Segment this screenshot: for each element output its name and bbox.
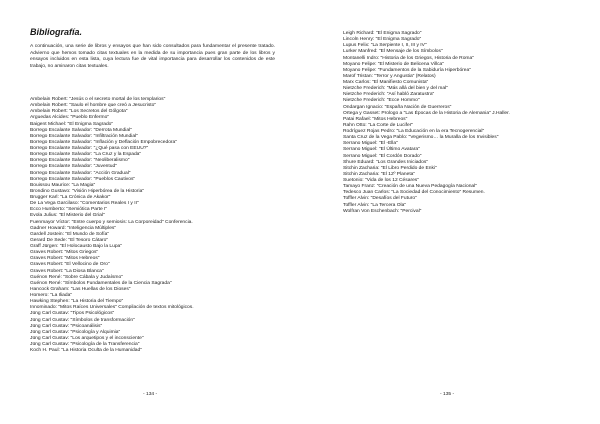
- bibliography-entry: Jüng Carl Gustav: "Psicoanálisis": [30, 323, 103, 329]
- bibliography-entry: Graves Robert: "El Vellocino de Oro": [30, 262, 110, 268]
- bibliography-entry: Serrano Miguel: "El -Ella": [343, 141, 398, 147]
- bibliography-list-right: [343, 31, 510, 215]
- bibliography-entry: Marx Carlos: "El Manifiesto Comunista": [343, 80, 429, 85]
- bibliography-entry: Nietzche Frederich: "Más allá del bien y del mal": [343, 86, 448, 92]
- bibliography-entry: Homero: "La Iliada": [30, 293, 73, 298]
- bibliography-entry: Koch H. Paul: "La Historia Oculta de la Humanidad": [30, 348, 142, 354]
- bibliography-list-left: [30, 97, 194, 354]
- bibliography-entry: Jüng Carl Gustav: "Psicología de la Transferencia": [30, 342, 140, 347]
- bibliography-entry: Evola Julius: "El Misterio del Grial": [30, 213, 105, 219]
- bibliography-entry: Sitchin Zacharia: "El 12º Planeta": [343, 171, 416, 177]
- bibliography-entry: Innominado: "Mitos Raíces Universales" Compilación de textos mitológicos.: [30, 305, 194, 311]
- bibliography-entry: Baigent Michael: "El Enigma Sagrado": [30, 121, 114, 127]
- bibliography-entry: Borrego Escalante Salvador: "Juventud": [30, 164, 117, 170]
- bibliography-entry: Hancock Graham: "Las Huellas de los Dioses": [30, 286, 131, 292]
- bibliography-entry: Rahn Otto: "La Corte de Lucifer": [343, 122, 414, 128]
- bibliography-entry: Montanelli Indro: "Historia de los Griegos, Historia de Roma": [343, 55, 474, 61]
- bibliography-entry: Rodríguez Rojas Pedro: "La Educación en la era Tecnogerencial": [343, 129, 485, 134]
- bibliography-entry: Gerard De Sede: "El Tesoro Cátaro": [30, 237, 109, 243]
- bibliography-entry: Patai Rafael: "Mitos Hebreos": [343, 116, 408, 122]
- page-number-left: - 134 -: [143, 392, 158, 397]
- page-number-right: - 135 -: [440, 392, 455, 397]
- bibliography-entry: Jüng Carl Gustav: "Psicología y Alquimia": [30, 329, 121, 335]
- bibliography-entry: Nietzche Frederich: "Ecce Hommo": [343, 98, 420, 104]
- bibliography-entry: Borrego Escalante Salvador: "¿Qué pasa con EEUU?": [30, 146, 149, 151]
- bibliography-entry: Guénon René: "Sobre Cábala y Judaísmo": [30, 274, 123, 280]
- bibliography-entry: Tamayo Franz: "Creación de una Nueva Pedagogía Nacional": [343, 184, 477, 190]
- bibliography-entry: Gadner Howard: "Inteligencia Múltiples": [30, 225, 117, 231]
- bibliography-entry: Serrano Miguel: "El Cordón Dorado": [343, 153, 422, 159]
- bibliography-entry: Borrego Escalante Salvador: "Derrota Mundial": [30, 127, 132, 133]
- intro-paragraph: A continuación, una serie de libros y ensayos que han sido consultados para fundamentar el presente tratado. Advierno que hemos tomado citas textuales en la medida de su importancia pues gran parte de los libros y ensayos incluidos en esta lista, cuya lectura fue de vital importancia para desarrollar los contenidos de este trabajo, no aminaron citas textuales.: [30, 44, 275, 69]
- bibliography-entry: Bouissou Maurice: "La Magia": [30, 182, 96, 188]
- bibliography-entry: Borrego Escalante Salvador: "Pueblos Cautivos": [30, 176, 136, 182]
- bibliography-entry: Tedesco Juan Carlos: "La Sociedad del Conocimiento" Resumen.: [343, 190, 485, 196]
- bibliography-entry: Borrego Escalante Salvador: "La Cruz y la Espada": [30, 152, 142, 158]
- bibliography-entry: Ondargan Ignacio: "España Nación de Guerreros": [343, 104, 452, 110]
- bibliography-entry: Moyano Felipe: "Fundamentos de la Sabiduría Hiperbórea": [343, 67, 471, 73]
- bibliography-entry: Jüng Carl Gustav: "Símbolos de transformación": [30, 317, 135, 323]
- bibliography-entry: Graves Robert: "Mitos Griegos": [30, 250, 99, 256]
- bibliography-entry: Arguedas Alcides: "Pueblo Enfermo": [30, 115, 110, 121]
- bibliography-entry: Santa Cruz de la Vega Pablo: "Vegerismo… la Muralla de los Invisibles": [343, 135, 499, 141]
- bibliography-entry: Shure Eduard: "Los Grandes Iniciados": [343, 159, 429, 165]
- bibliography-entry: Lincoln Henry: "El Enigma Sagrado": [343, 37, 422, 43]
- right-page: [300, 0, 600, 424]
- bibliography-entry: Borrego Escalante Salvador: "Inflación y Deflación Empobrecedora": [30, 139, 178, 145]
- bibliography-entry: Moyano Felipe: "El Misterio de Belicena Villca": [343, 61, 444, 67]
- bibliography-entry: Brondino Gustavo: "Visión Hiperbórea de la Historia": [30, 188, 145, 194]
- bibliography-entry: De La Vega Garcilaso: "Comentarios Reales I y II": [30, 201, 139, 207]
- bibliography-title: Bibliografía.: [30, 27, 83, 37]
- bibliography-entry: Borrego Escalante Salvador: "Neoliberalismo": [30, 158, 130, 164]
- bibliography-entry: Ortega y Gasset: Prologo a "Las Épocas de la Historia de Alemania" J.Haller.: [343, 110, 510, 116]
- bibliography-entry: Jüng Carl Gustav: "Los arquetipos y el inconsciente": [30, 335, 144, 341]
- bibliography-entry: Borrego Escalante Salvador: "Acción Gradual": [30, 170, 131, 176]
- bibliography-entry: Hawking Stephen: "La Historia del Tiempo": [30, 299, 124, 305]
- bibliography-entry: Suetonio: "Vida de los 12 Césares": [343, 178, 419, 183]
- bibliography-entry: Sitchin Zacharia: "El Libro Perdido de Enki": [343, 165, 437, 171]
- bibliography-entry: Lupus Felix: "La Serpiente I, II, III y IV": [343, 43, 427, 49]
- bibliography-entry: Ambelain Robert: "Jesús o el secreto mortal de los templarios": [30, 97, 166, 102]
- bibliography-entry: Graves Robert: "La Diosa Blanca": [30, 268, 104, 274]
- bibliography-entry: Graff Jürgen: "El Holocausto Bajo la Lupa": [30, 244, 123, 249]
- bibliography-entry: Brugger Karl: "La Crónica de Akakor": [30, 195, 111, 200]
- bibliography-entry: Guénon René: "Símbolos Fundamentales de la Ciencia Sagrada": [30, 280, 172, 286]
- bibliography-entry: Ecco Humberto: "Semiótica Parte I": [30, 207, 108, 213]
- bibliography-entry: Serrano Miguel: "El Último Avatara": [343, 147, 420, 153]
- bibliography-entry: Graves Robert: "Mitos Hebreos": [30, 256, 100, 262]
- bibliography-entry: Ambelain Robert: "Saulo el hombre que creó a Jesucristo": [30, 103, 157, 109]
- bibliography-entry: Marof Tristan: "Terror y Angustia" (Relatos): [343, 73, 436, 79]
- bibliography-entry: Fuenmayor Víctor: "Entre cuerpo y semiosis: La Corporeidad" Conferencia.: [30, 219, 193, 225]
- bibliography-entry: Toffler Alvin: "Desafíos del Futuro": [343, 196, 417, 202]
- bibliography-entry: Leigh Richard: "El Enigma Sagrado": [343, 31, 422, 36]
- bibliography-entry: Ambelain Robert: "Los Secretos del Gólgota": [30, 109, 128, 115]
- bibliography-entry: Borrego Escalante Salvador: "Infiltración Mundial": [30, 133, 138, 139]
- bibliography-entry: Lurker Manfred: "El Mensaje de los Símbolos": [343, 49, 443, 55]
- bibliography-entry: Jüng Carl Gustav: "Tipos Psicológicos": [30, 311, 115, 317]
- bibliography-entry: Wolfran Von Eschenbach: "Percival": [343, 208, 422, 214]
- bibliography-entry: Gardell Jostein: "El Mundo de Sofía": [30, 231, 110, 237]
- bibliography-entry: Toffler Alvin: "La Tercera Ola": [343, 202, 407, 208]
- bibliography-entry: Nietzche Frederich: "Así habló Zaratustra": [343, 92, 435, 98]
